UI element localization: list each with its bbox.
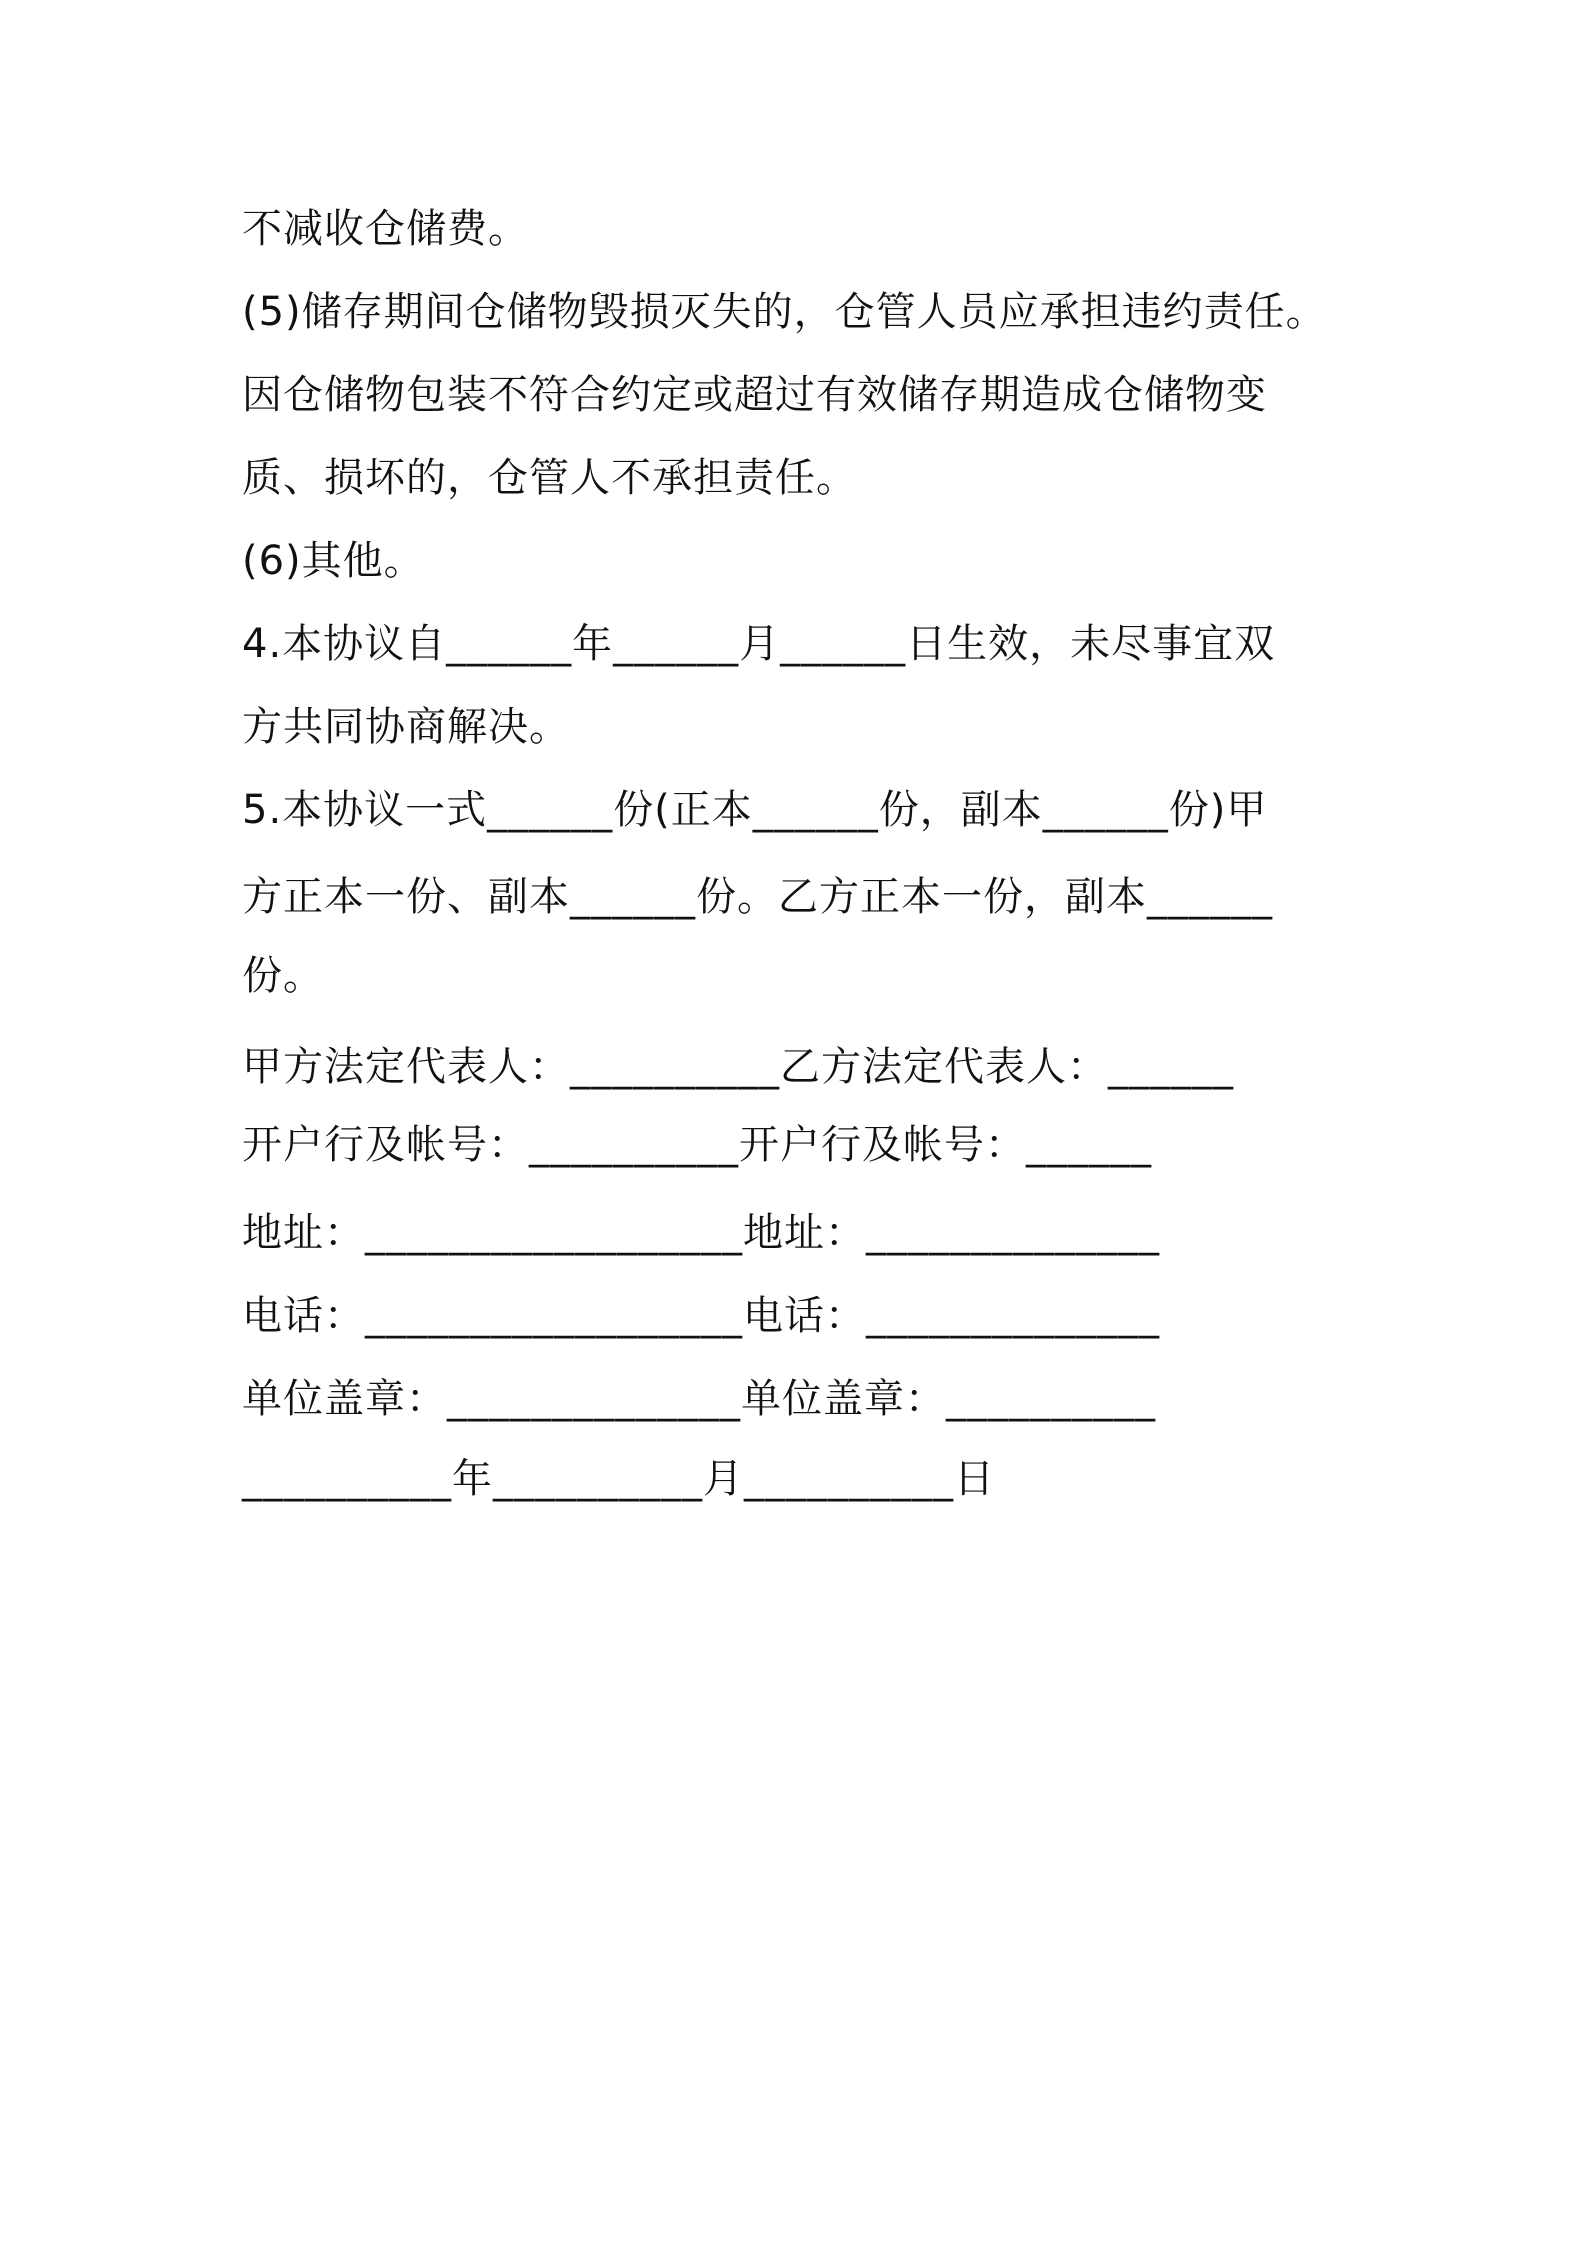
text-line-15: 单位盖章：______________单位盖章：__________	[242, 1376, 1156, 1422]
text-line-13: 地址：__________________地址：______________	[242, 1210, 1160, 1256]
text-line-11: 甲方法定代表人：__________乙方法定代表人：______	[242, 1044, 1234, 1090]
text-line-1: 不减收仓储费。	[242, 206, 529, 252]
text-line-9: 方正本一份、副本______份。乙方正本一份，副本______	[242, 874, 1273, 920]
text-line-10: 份。	[242, 953, 324, 999]
text-line-3: 因仓储物包装不符合约定或超过有效储存期造成仓储物变	[242, 372, 1267, 418]
text-line-14: 电话：__________________电话：______________	[242, 1293, 1160, 1339]
text-line-5: (6)其他。	[242, 538, 425, 584]
text-line-6: 4.本协议自______年______月______日生效，未尽事宜双	[242, 621, 1276, 667]
text-line-16: __________年__________月__________日	[242, 1456, 995, 1502]
text-line-8: 5.本协议一式______份(正本______份，副本______份)甲	[242, 787, 1268, 833]
text-line-4: 质、损坏的，仓管人不承担责任。	[242, 455, 857, 501]
text-line-2: (5)储存期间仓储物毁损灭失的，仓管人员应承担违约责任。	[242, 289, 1327, 335]
text-line-12: 开户行及帐号：__________开户行及帐号：______	[242, 1122, 1152, 1168]
text-line-7: 方共同协商解决。	[242, 704, 570, 750]
